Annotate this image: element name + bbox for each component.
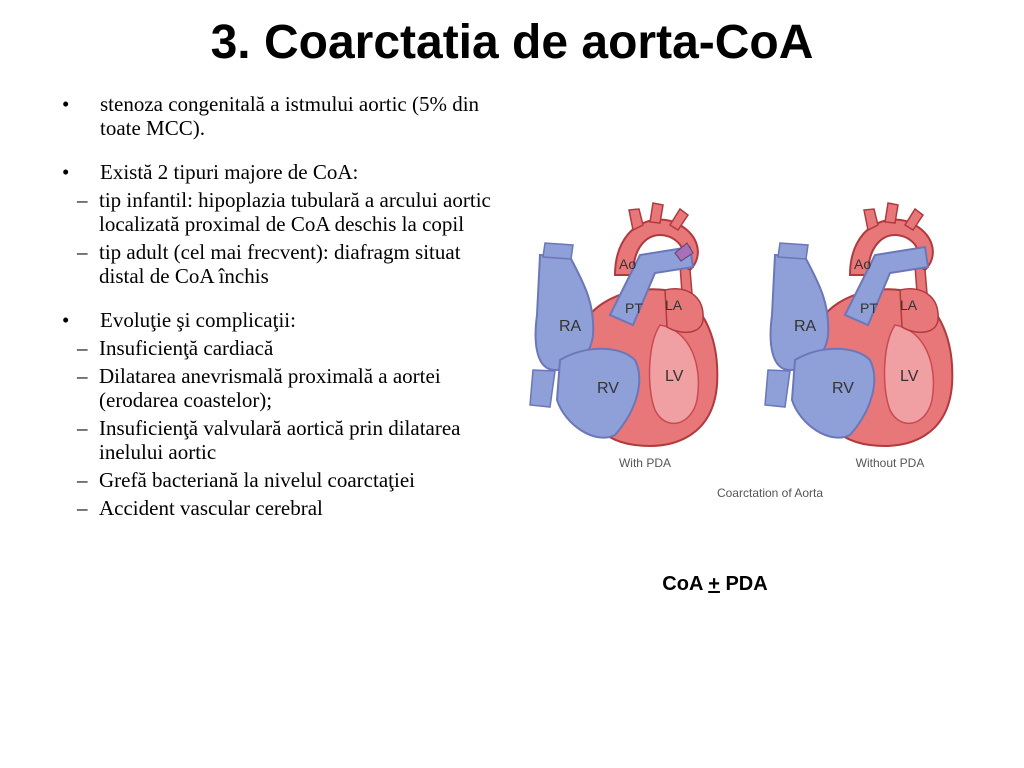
sub-bullet-item xyxy=(62,336,502,360)
bullet-text: Există 2 tipuri majore de CoA: xyxy=(100,160,359,184)
label-pt: PT xyxy=(625,300,643,316)
dash-marker: – xyxy=(77,336,88,360)
sub-bullet-item xyxy=(62,468,502,492)
figure-caption: Coarctation of Aorta xyxy=(716,486,824,500)
label-rv: RV xyxy=(597,380,619,397)
dash-marker: – xyxy=(77,240,88,264)
sub-bullet-text: Insuficienţă cardiacă xyxy=(99,336,274,360)
dash-marker: – xyxy=(77,364,88,388)
label-lv: LV xyxy=(900,368,919,385)
label-rv: RV xyxy=(832,380,854,397)
caption-plus: + xyxy=(708,573,720,595)
label-ra: RA xyxy=(794,318,817,335)
sub-bullet-item xyxy=(62,496,502,520)
heart-with-pda xyxy=(530,203,717,470)
sub-bullet-item xyxy=(62,364,502,412)
sub-bullet-item xyxy=(62,240,502,288)
slide-title: 3. Coarctatia de aorta-CoA xyxy=(210,16,814,69)
coarctation-diagram xyxy=(515,195,975,515)
label-lv: LV xyxy=(665,368,684,385)
bullet-item xyxy=(62,92,502,140)
dash-marker: – xyxy=(77,496,88,520)
label-la: LA xyxy=(900,297,918,313)
label-ra: RA xyxy=(559,318,582,335)
label-la: LA xyxy=(665,297,683,313)
bullet-text: Evoluţie şi complicaţii: xyxy=(100,308,296,332)
bullet-text: stenoza congenitală a istmului aortic (5% din toate MCC). xyxy=(100,92,480,140)
caption-pda: PDA xyxy=(725,573,768,595)
bullet-list xyxy=(62,92,502,540)
bullet-item xyxy=(62,160,502,288)
caption-coa: CoA xyxy=(662,573,703,595)
bullet-marker: • xyxy=(62,160,70,184)
sub-bullet-item xyxy=(62,416,502,464)
sub-bullet-text: Grefă bacteriană la nivelul coarctaţiei xyxy=(99,468,415,492)
bullet-item xyxy=(62,308,502,520)
dash-marker: – xyxy=(77,468,88,492)
coarctation-figure xyxy=(515,195,975,515)
caption-without-pda: Without PDA xyxy=(855,456,925,470)
sub-bullet-text: tip infantil: hipoplazia tubulară a arcului aortic localizată proximal de CoA deschis la copil xyxy=(99,188,491,236)
sub-bullet-item xyxy=(62,188,502,236)
sub-bullet-text: Dilatarea anevrismală proximală a aortei (erodarea coastelor); xyxy=(99,364,441,412)
coa-pda-caption xyxy=(615,573,815,596)
heart-without-pda xyxy=(765,203,952,470)
label-ao: Ao xyxy=(854,256,872,272)
sub-bullet-text: Insuficienţă valvulară aortică prin dilatarea inelului aortic xyxy=(99,416,461,464)
label-ao: Ao xyxy=(619,256,637,272)
bullet-marker: • xyxy=(62,92,70,116)
caption-with-pda: With PDA xyxy=(618,456,672,470)
bullet-marker: • xyxy=(62,308,70,332)
label-pt: PT xyxy=(860,300,878,316)
dash-marker: – xyxy=(77,188,88,212)
sub-bullet-text: Accident vascular cerebral xyxy=(99,496,323,520)
sub-bullet-text: tip adult (cel mai frecvent): diafragm situat distal de CoA închis xyxy=(99,240,461,288)
dash-marker: – xyxy=(77,416,88,440)
